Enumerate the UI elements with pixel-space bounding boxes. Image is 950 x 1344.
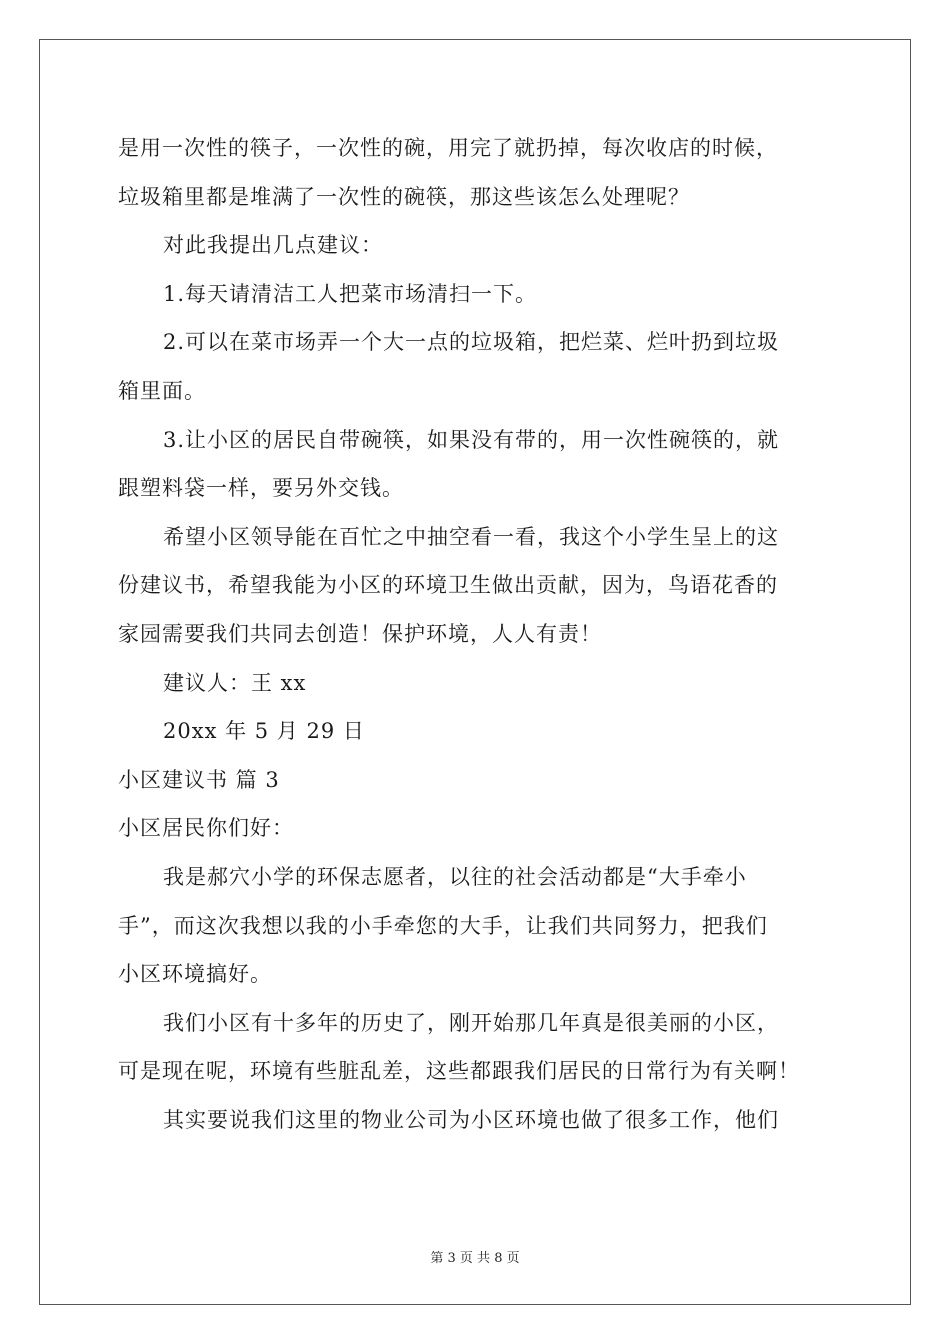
text-line: 小区环境搞好。 <box>118 962 272 987</box>
text-line: 对此我提出几点建议： <box>163 233 383 258</box>
text-line: 1.每天请清洁工人把菜市场清扫一下。 <box>163 281 538 306</box>
text-line: 我是郝穴小学的环保志愿者，以往的社会活动都是“大手牵小 <box>163 864 747 889</box>
text-line: 跟塑料袋一样，要另外交钱。 <box>118 476 404 501</box>
text-line: 我们小区有十多年的历史了，刚开始那几年真是很美丽的小区， <box>163 1010 779 1035</box>
section-heading: 小区建议书 篇 3 <box>118 767 280 792</box>
text-line: 家园需要我们共同去创造！保护环境，人人有责！ <box>118 621 602 646</box>
date-line: 20xx 年 5 月 29 日 <box>163 719 365 744</box>
document-body <box>118 124 838 1144</box>
salutation: 小区居民你们好： <box>118 816 294 841</box>
text-line: 垃圾箱里都是堆满了一次性的碗筷，那这些该怎么处理呢？ <box>118 184 690 209</box>
text-line: 箱里面。 <box>118 378 206 403</box>
signature-line: 建议人：王 xx <box>163 670 307 695</box>
text-line: 3.让小区的居民自带碗筷，如果没有带的，用一次性碗筷的，就 <box>163 427 780 452</box>
text-line: 手”，而这次我想以我的小手牵您的大手，让我们共同努力，把我们 <box>118 913 768 938</box>
text-line: 可是现在呢，环境有些脏乱差，这些都跟我们居民的日常行为有关啊！ <box>118 1059 800 1084</box>
text-line: 2.可以在菜市场弄一个大一点的垃圾箱，把烂菜、烂叶扔到垃圾 <box>163 330 780 355</box>
text-line: 是用一次性的筷子，一次性的碗，用完了就扔掉，每次收店的时候， <box>118 136 778 160</box>
text-line: 份建议书，希望我能为小区的环境卫生做出贡献，因为，鸟语花香的 <box>118 573 778 598</box>
page-number-footer: 第 3 页 共 8 页 <box>430 1251 520 1266</box>
text-line: 其实要说我们这里的物业公司为小区环境也做了很多工作，他们 <box>163 1107 779 1132</box>
text-line: 希望小区领导能在百忙之中抽空看一看，我这个小学生呈上的这 <box>163 524 779 549</box>
